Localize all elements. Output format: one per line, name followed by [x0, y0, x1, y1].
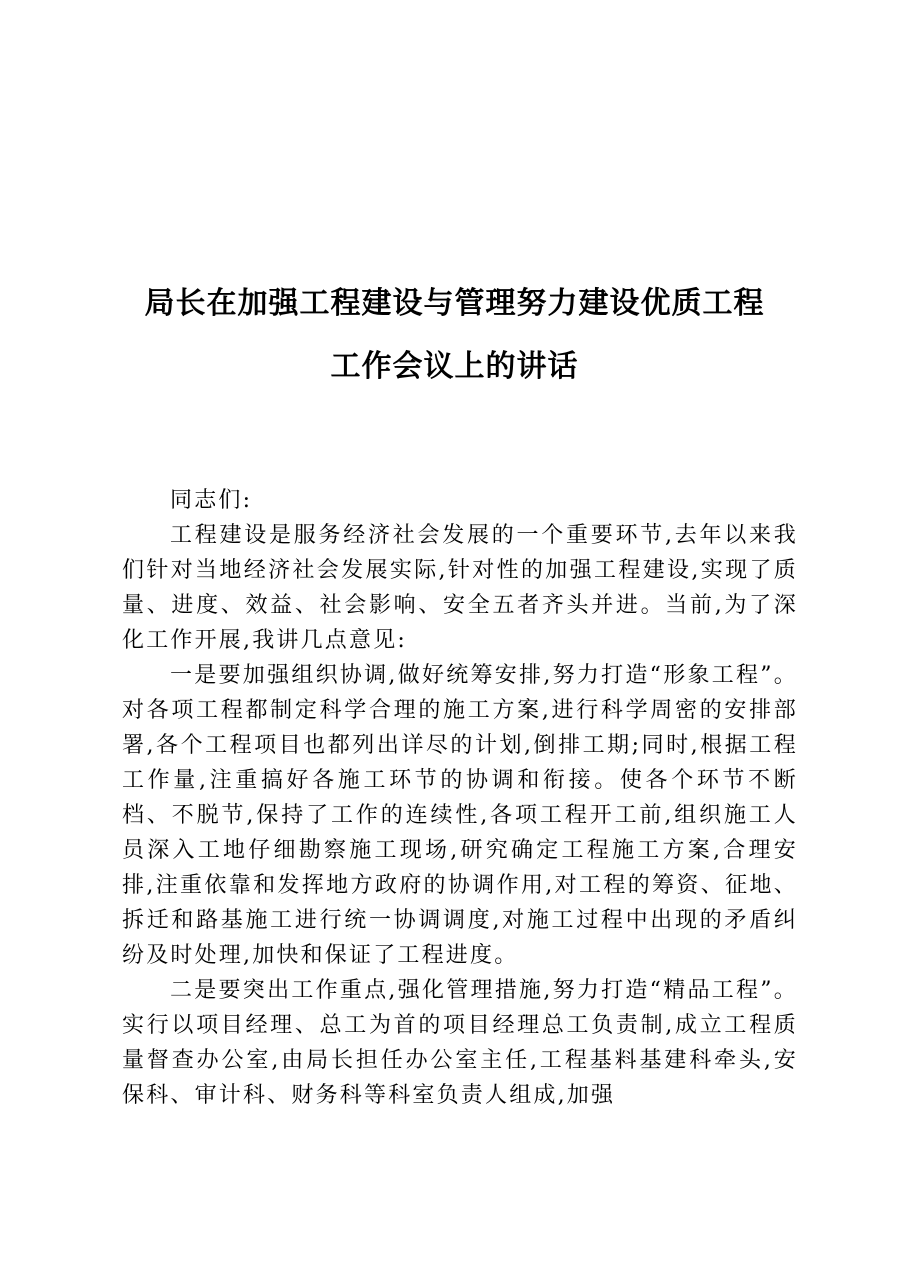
salutation: 同志们: — [170, 488, 253, 513]
paragraph-point-2: 二是要突出工作重点,强化管理措施,努力打造“精品工程”。实行以项目经理、总工为首的项目经理总工负责制,成立工程质量督查办公室,由局长担任办公室主任,工程基料基建科牵头,安保科、审计科、财务科等科室负责人组成,加强 — [122, 978, 798, 1108]
document-title-line-2: 工作会议上的讲话 — [330, 349, 579, 384]
paragraph-point-1: 一是要加强组织协调,做好统筹安排,努力打造“形象工程”。对各项工程都制定科学合理的施工方案,进行科学周密的安排部署,各个工程项目也都列出详尽的计划,倒排工期;同时,根据工程工作量,注重搞好各施工环节的协调和衔接。使各个环节不断档、不脱节,保持了工作的连续性,各项工程开工前,组织施工人员深入工地仔细勘察施工现场,研究确定工程施工方案,合理安排,注重依靠和发挥地方政府的协调作用,对工程的筹资、征地、拆迁和路基施工进行统一协调调度,对施工过程中出现的矛盾纠纷及时处理,加快和保证了工程进度。 — [122, 663, 798, 968]
document-body — [122, 483, 798, 1113]
paragraph-intro: 工程建设是服务经济社会发展的一个重要环节,去年以来我们针对当地经济社会发展实际,针对性的加强工程建设,实现了质量、进度、效益、社会影响、安全五者齐头并进。当前,为了深化工作开展,我讲几点意见: — [122, 523, 798, 653]
document-title-line-1: 局长在加强工程建设与管理努力建设优质工程 — [144, 286, 765, 321]
